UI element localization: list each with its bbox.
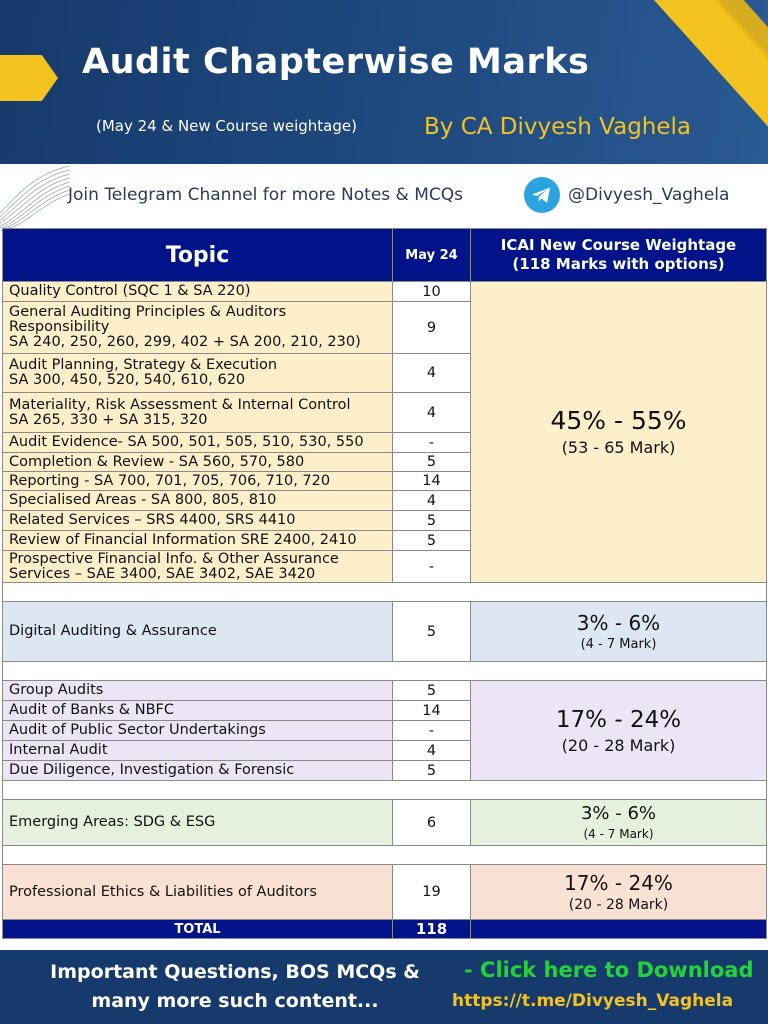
mark-cell: 6	[393, 800, 471, 846]
marks-table	[2, 228, 767, 939]
topic-cell: Review of Financial Information SRE 2400, 2410	[3, 531, 393, 551]
author-name: By CA Divyesh Vaghela	[424, 114, 692, 140]
topic-line: SA 265, 330 + SA 315, 320	[9, 411, 208, 428]
telegram-url-link[interactable]: https://t.me/Divyesh_Vaghela	[452, 991, 734, 1011]
topic-cell: Completion & Review - SA 560, 570, 580	[3, 453, 393, 472]
mark-cell: 14	[393, 701, 471, 721]
total-row	[3, 920, 767, 939]
telegram-icon[interactable]	[524, 177, 560, 213]
weightage-cell	[471, 865, 767, 920]
header-icai-line2: (118 Marks with options)	[512, 255, 725, 273]
spacer-row	[3, 662, 767, 681]
topic-cell: Due Diligence, Investigation & Forensic	[3, 761, 393, 781]
topic-line: Prospective Financial Info. & Other Assurance	[9, 550, 339, 567]
topic-line: General Auditing Principles & Auditors Responsibility	[9, 304, 287, 335]
table-row	[3, 282, 767, 302]
spacer-cell	[3, 662, 767, 681]
total-label: TOTAL	[3, 920, 393, 939]
total-value: 118	[393, 920, 471, 939]
table-row	[3, 681, 767, 701]
mark-cell: -	[393, 551, 471, 583]
page-subtitle: (May 24 & New Course weightage)	[96, 117, 357, 135]
topic-cell: Internal Audit	[3, 741, 393, 761]
arrow-shape-icon	[0, 55, 58, 101]
decorative-swirl-icon	[0, 164, 70, 228]
topic-cell: Professional Ethics & Liabilities of Auditors	[3, 865, 393, 920]
topic-cell: Audit of Banks & NBFC	[3, 701, 393, 721]
topic-cell: Emerging Areas: SDG & ESG	[3, 800, 393, 846]
mark-cell: 4	[393, 741, 471, 761]
header-topic: Topic	[3, 229, 393, 282]
weightage-marks: (4 - 7 Mark)	[580, 636, 657, 652]
topic-line: SA 300, 450, 520, 540, 610, 620	[9, 372, 246, 388]
weightage-cell	[471, 602, 767, 662]
mark-cell: -	[393, 721, 471, 741]
mark-cell: 10	[393, 282, 471, 302]
weightage-marks: (4 - 7 Mark)	[583, 826, 654, 841]
spacer-cell	[3, 846, 767, 865]
topic-cell: Related Services – SRS 4400, SRS 4410	[3, 511, 393, 531]
mark-cell: 5	[393, 761, 471, 781]
weightage-marks: (20 - 28 Mark)	[568, 897, 669, 913]
header-icai-line1: ICAI New Course Weightage	[500, 236, 737, 254]
weightage-percent: 3% - 6%	[576, 610, 661, 635]
topic-cell: Audit of Public Sector Undertakings	[3, 721, 393, 741]
weightage-percent: 3% - 6%	[580, 802, 657, 824]
download-cta-link[interactable]: - Click here to Download	[464, 958, 754, 982]
topic-line: Audit Planning, Strategy & Execution	[9, 357, 278, 373]
weightage-marks: (20 - 28 Mark)	[561, 735, 676, 755]
mark-cell: 19	[393, 865, 471, 920]
spacer-cell	[3, 583, 767, 602]
weightage-cell	[471, 282, 767, 583]
spacer-row	[3, 583, 767, 602]
weightage-percent: 17% - 24%	[564, 871, 673, 895]
telegram-text: Join Telegram Channel for more Notes & MCQs	[68, 185, 463, 205]
table-row	[3, 602, 767, 662]
header-may24: May 24	[393, 229, 471, 282]
mark-cell: 5	[393, 602, 471, 662]
spacer-cell	[3, 781, 767, 800]
weightage-marks: (53 - 65 Mark)	[561, 438, 676, 457]
table-row	[3, 865, 767, 920]
mark-cell: 5	[393, 531, 471, 551]
topic-cell	[3, 354, 393, 393]
topic-cell: Digital Auditing & Assurance	[3, 602, 393, 662]
footer-promo	[20, 958, 450, 1016]
topic-line: Materiality, Risk Assessment & Internal Control	[9, 396, 351, 413]
mark-cell: 14	[393, 472, 471, 491]
weightage-cell	[471, 800, 767, 846]
topic-line: SA 240, 250, 260, 299, 402 + SA 200, 210, 230)	[9, 334, 361, 350]
weightage-percent: 45% - 55%	[550, 406, 687, 435]
mark-cell: 4	[393, 354, 471, 393]
mark-cell: 9	[393, 302, 471, 354]
page-title: Audit Chapterwise Marks	[82, 42, 590, 82]
topic-cell	[3, 551, 393, 583]
footer-line1: Important Questions, BOS MCQs &	[50, 961, 420, 983]
topic-cell: Audit Evidence- SA 500, 501, 505, 510, 530, 550	[3, 433, 393, 453]
total-empty-cell	[471, 920, 767, 939]
mark-cell: 5	[393, 453, 471, 472]
mark-cell: 4	[393, 393, 471, 433]
table-header-row	[3, 229, 767, 282]
topic-cell	[3, 393, 393, 433]
topic-cell: Reporting - SA 700, 701, 705, 706, 710, 720	[3, 472, 393, 491]
mark-cell: 5	[393, 681, 471, 701]
mark-cell: -	[393, 433, 471, 453]
topic-cell: Quality Control (SQC 1 & SA 220)	[3, 282, 393, 302]
header-icai-weightage	[471, 229, 767, 282]
topic-cell	[3, 302, 393, 354]
topic-cell: Specialised Areas - SA 800, 805, 810	[3, 491, 393, 511]
topic-cell: Group Audits	[3, 681, 393, 701]
mark-cell: 4	[393, 491, 471, 511]
weightage-cell	[471, 681, 767, 781]
weightage-percent: 17% - 24%	[555, 706, 682, 733]
spacer-row	[3, 781, 767, 800]
mark-cell: 5	[393, 511, 471, 531]
topic-line: Services – SAE 3400, SAE 3402, SAE 3420	[9, 565, 316, 582]
table-row	[3, 800, 767, 846]
telegram-handle[interactable]: @Divyesh_Vaghela	[568, 185, 730, 205]
spacer-row	[3, 846, 767, 865]
footer-line2: many more such content...	[91, 990, 379, 1012]
